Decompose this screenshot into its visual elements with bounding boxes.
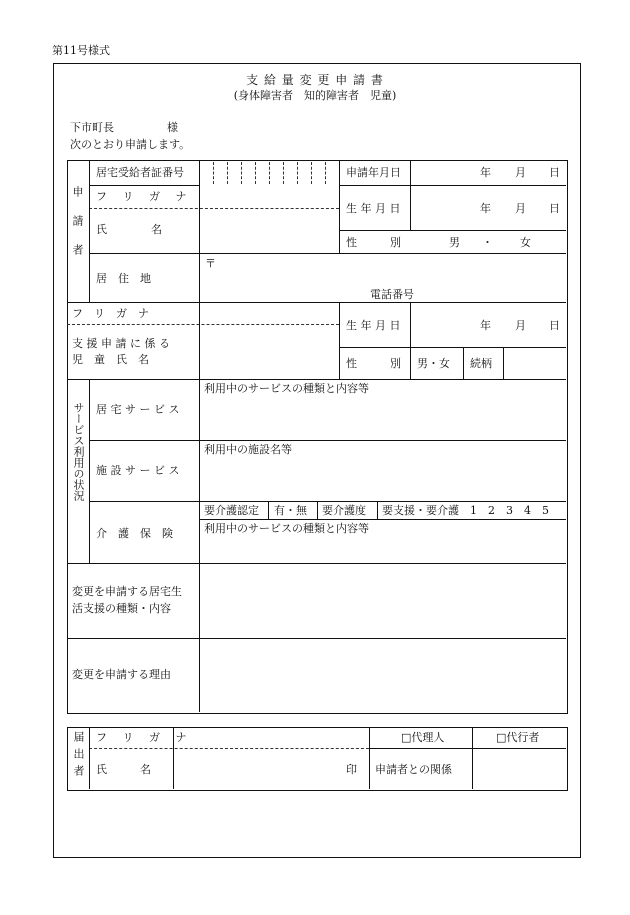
recipient-id-field[interactable] [200,161,338,184]
child-birth-year-unit: 年 [480,319,491,332]
child-furigana-label: フ リ ガ ナ [72,307,149,320]
care-service-field[interactable] [200,536,565,562]
birth-year-unit: 年 [480,202,491,215]
notifier-name-field[interactable] [174,750,344,788]
birth-month-unit: 月 [515,202,526,215]
child-sex-label: 性 別 [346,357,401,370]
child-relation-field[interactable] [504,348,565,378]
home-service-field[interactable] [200,396,565,439]
applicant-furigana-label: フ リ ガ ナ [96,190,193,203]
sex-separator: ・ [482,236,493,249]
applicant-birthdate-label: 生 年 月 日 [346,202,401,215]
child-name-label-2: 児 童 氏 名 [72,353,149,366]
home-service-desc: 利用中のサービスの種類と内容等 [204,382,369,395]
relation-label: 申請者との関係 [375,763,452,776]
change-reason-field[interactable] [200,639,565,711]
form-number: 第11号様式 [52,44,110,57]
facility-service-field[interactable] [200,457,565,500]
change-type-label-2: 活支援の種類・内容 [72,602,171,615]
proxy-checkbox[interactable]: □代理人 [401,731,445,744]
child-sex-options[interactable]: 男・女 [417,357,450,370]
child-name-field[interactable] [200,326,338,378]
phone-label: 電話番号 [370,288,414,301]
notifier-furigana-field[interactable] [174,728,368,747]
postal-mark: 〒 [205,257,216,270]
agent-checkbox[interactable]: □代行者 [496,731,540,744]
child-furigana-field[interactable] [200,303,338,323]
sex-female-option[interactable]: 女 [520,236,531,249]
phone-field[interactable] [425,285,563,301]
applicant-furigana-field[interactable] [200,186,338,207]
applicant-address-field[interactable] [218,255,564,283]
notifier-furigana-label: フ リ ガ ナ [96,731,193,744]
change-reason-label: 変更を申請する理由 [72,668,171,681]
birth-day-unit: 日 [549,202,560,215]
notifier-name-label: 氏 名 [96,763,151,776]
child-birth-month-unit: 月 [515,319,526,332]
form-subtitle: (身体障害者 知的障害者 児童) [233,89,397,102]
applicant-section-label: 申請者 [71,186,84,273]
applicant-address-label: 居 住 地 [96,272,151,285]
child-birth-day-unit: 日 [549,319,560,332]
child-relation-label: 続柄 [470,357,492,370]
seal-mark: 印 [346,763,357,776]
applicant-name-label: 氏 名 [96,223,162,236]
notifier-section-label: 届出者 [72,731,85,782]
care-cert-label: 要介護認定 [204,504,259,517]
home-service-label: 居 宅 サ ー ビ ス [96,403,180,416]
recipient-id-label: 居宅受給者証番号 [96,166,184,179]
care-level-options[interactable]: 要支援・要介護 1 2 3 4 5 [382,504,549,517]
application-date-label: 申請年月日 [346,166,401,179]
care-level-label: 要介護度 [322,504,366,517]
app-date-month-unit: 月 [515,166,526,179]
care-cert-options[interactable]: 有・無 [274,504,307,517]
form-title: 支 給 量 変 更 申 請 書 [246,73,384,87]
addressee: 下市町長 [70,121,114,134]
applicant-name-field[interactable] [200,209,338,252]
honorific: 様 [167,121,178,134]
change-type-field[interactable] [200,564,565,637]
care-service-desc: 利用中のサービスの種類と内容等 [204,522,369,535]
care-insurance-label: 介 護 保 険 [96,527,173,540]
change-type-label-1: 変更を申請する居宅生 [72,585,182,598]
intro-text: 次のとおり申請します。 [70,138,191,151]
facility-service-desc: 利用中の施設名等 [204,443,292,456]
child-birthdate-label: 生 年 月 日 [346,319,401,332]
facility-service-label: 施 設 サ ー ビ ス [96,464,180,477]
sex-male-option[interactable]: 男 [449,236,460,249]
applicant-sex-label: 性 別 [346,236,401,249]
app-date-year-unit: 年 [480,166,491,179]
child-name-label-1: 支 援 申 請 に 係 る [72,337,170,350]
app-date-day-unit: 日 [549,166,560,179]
service-section-label: サービス利用の状況 [72,402,85,501]
relation-field[interactable] [473,750,565,788]
